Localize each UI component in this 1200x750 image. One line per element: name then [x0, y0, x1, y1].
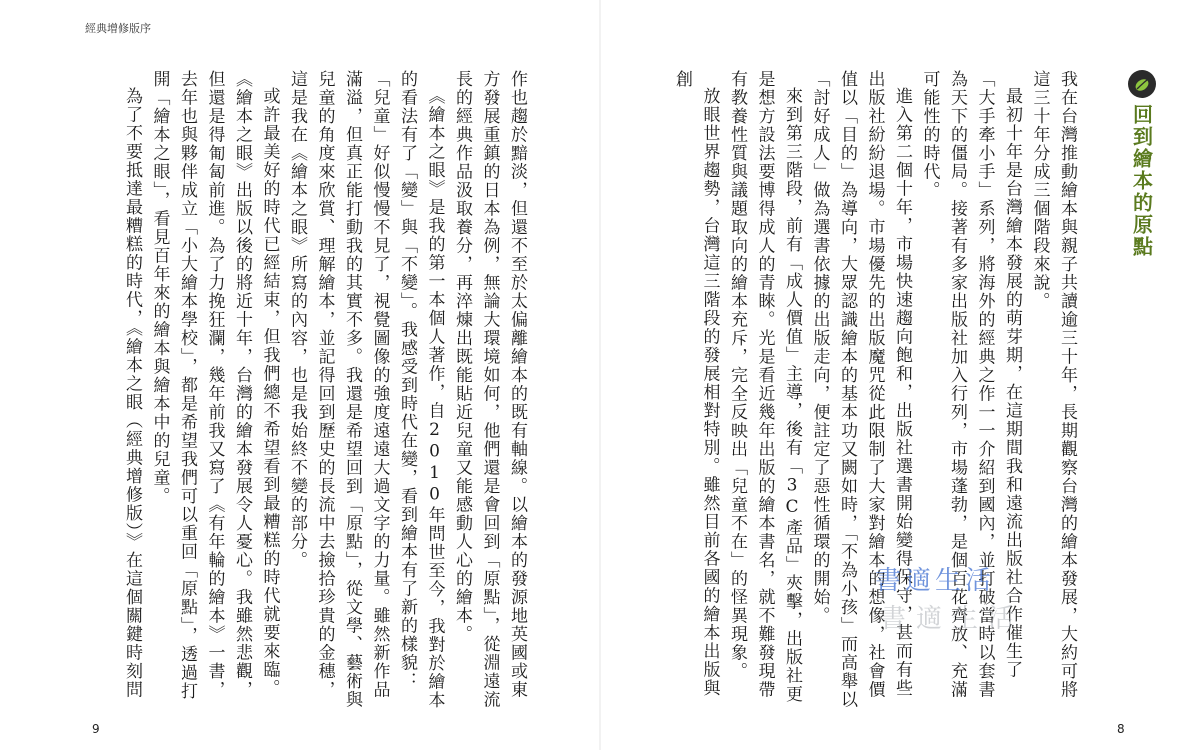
left-paragraph-2: 《繪本之眼》是我的第一本個人著作，自2010年問世至今，我對於繪本的看法有了「變」與「不變」。我感受到時代在變，看到繪本有了新的樣貌：「兒童」好似慢慢不見了，視覺圖像的強度遠遠大過文字的力量。雖然新作品滿溢，但真正能打動我的其實不多。我還是希望回到「原點」，從文學、藝術與兒童的角度來欣賞、理解繪本，並記得回到歷史的長流中去撿拾珍貴的金穗，這是我在《繪本之眼》所寫的內容，也是我始終不變的部分。	[287, 70, 445, 710]
left-paragraph-1: 作也趨於黯淡，但還不至於太偏離繪本的既有軸線。以繪本的發源地英國或東方發展重鎮的日本為例，無論大環境如何，他們還是會回到「原點」，從淵遠流長的經典作品汲取養分，再淬煉出既能貼近兒童又能感動人心的繪本。	[452, 70, 527, 709]
page-number-left: 9	[92, 722, 100, 736]
left-page-body	[70, 70, 530, 710]
section-title: 回到繪本的原點	[1129, 104, 1154, 258]
right-paragraph-4: 來到第三階段，前有「成人價值」主導，後有「3C產品」夾擊，出版社更是想方設法要博得成人的青睞。光是看近幾年出版的繪本書名，就不難發現帶有教養性質與議題取向的繪本充斥，完全反映出「兒童不在」的怪異現象。	[727, 70, 802, 704]
left-paragraph-3: 或許最美好的時代已經結束，但我們總不希望看到最糟糕的時代就要來臨。《繪本之眼》出版以後的將近十年，台灣的繪本發展令人憂心。我雖然悲觀，但還是得匍匐前進。為了力挽狂瀾，幾年前我又寫了《有年輪的繪本》一書，去年也與夥伴成立「小大繪本學校」，都是希望我們可以重回「原點」，透過打開「繪本之眼」，看見百年來的繪本與繪本中的兒童。	[149, 70, 280, 701]
watermark-logo: 書適生活	[875, 566, 996, 596]
page-gutter	[599, 0, 601, 750]
watermark-shadow: 書適生活	[880, 604, 1025, 634]
page-number-right: 8	[1117, 722, 1125, 736]
section-heading	[1126, 70, 1158, 258]
right-paragraph-2: 最初十年是台灣繪本發展的萌芽期，在這期間我和遠流出版社合作催生了「大手牽小手」系列，將海外的經典之作一一介紹到國內，並打破當時以套書為天下的僵局。接著有多家出版社加入行列，市場蓬勃，是個百花齊放、充滿可能性的時代。	[919, 70, 1022, 699]
right-paragraph-1: 我在台灣推動繪本與親子共讀逾三十年，長期觀察台灣的繪本發展，大約可將這三十年分成三個階段來說。	[1029, 70, 1077, 699]
left-paragraph-4: 為了不要抵達最糟糕的時代，《繪本之眼（經典增修版）》在這個關鍵時刻問	[122, 87, 142, 699]
seed-leaf-icon	[1128, 70, 1156, 98]
running-head: 經典增修版序	[85, 22, 151, 35]
right-paragraph-3: 進入第二個十年，市場快速趨向飽和，出版社選書開始變得保守，甚而有些出版社紛紛退場。市場優先的出版魔咒從此限制了大家對繪本的想像，社會價值以「目的」為導向，大眾認識繪本的基本功又闕如時，「不為小孩」而高舉以「討好成人」做為選書依據的出版走向，便註定了惡性循環的開始。	[809, 70, 912, 709]
right-paragraph-5: 放眼世界趨勢，台灣這三階段的發展相對特別。雖然目前各國的繪本出版與創	[672, 70, 720, 698]
